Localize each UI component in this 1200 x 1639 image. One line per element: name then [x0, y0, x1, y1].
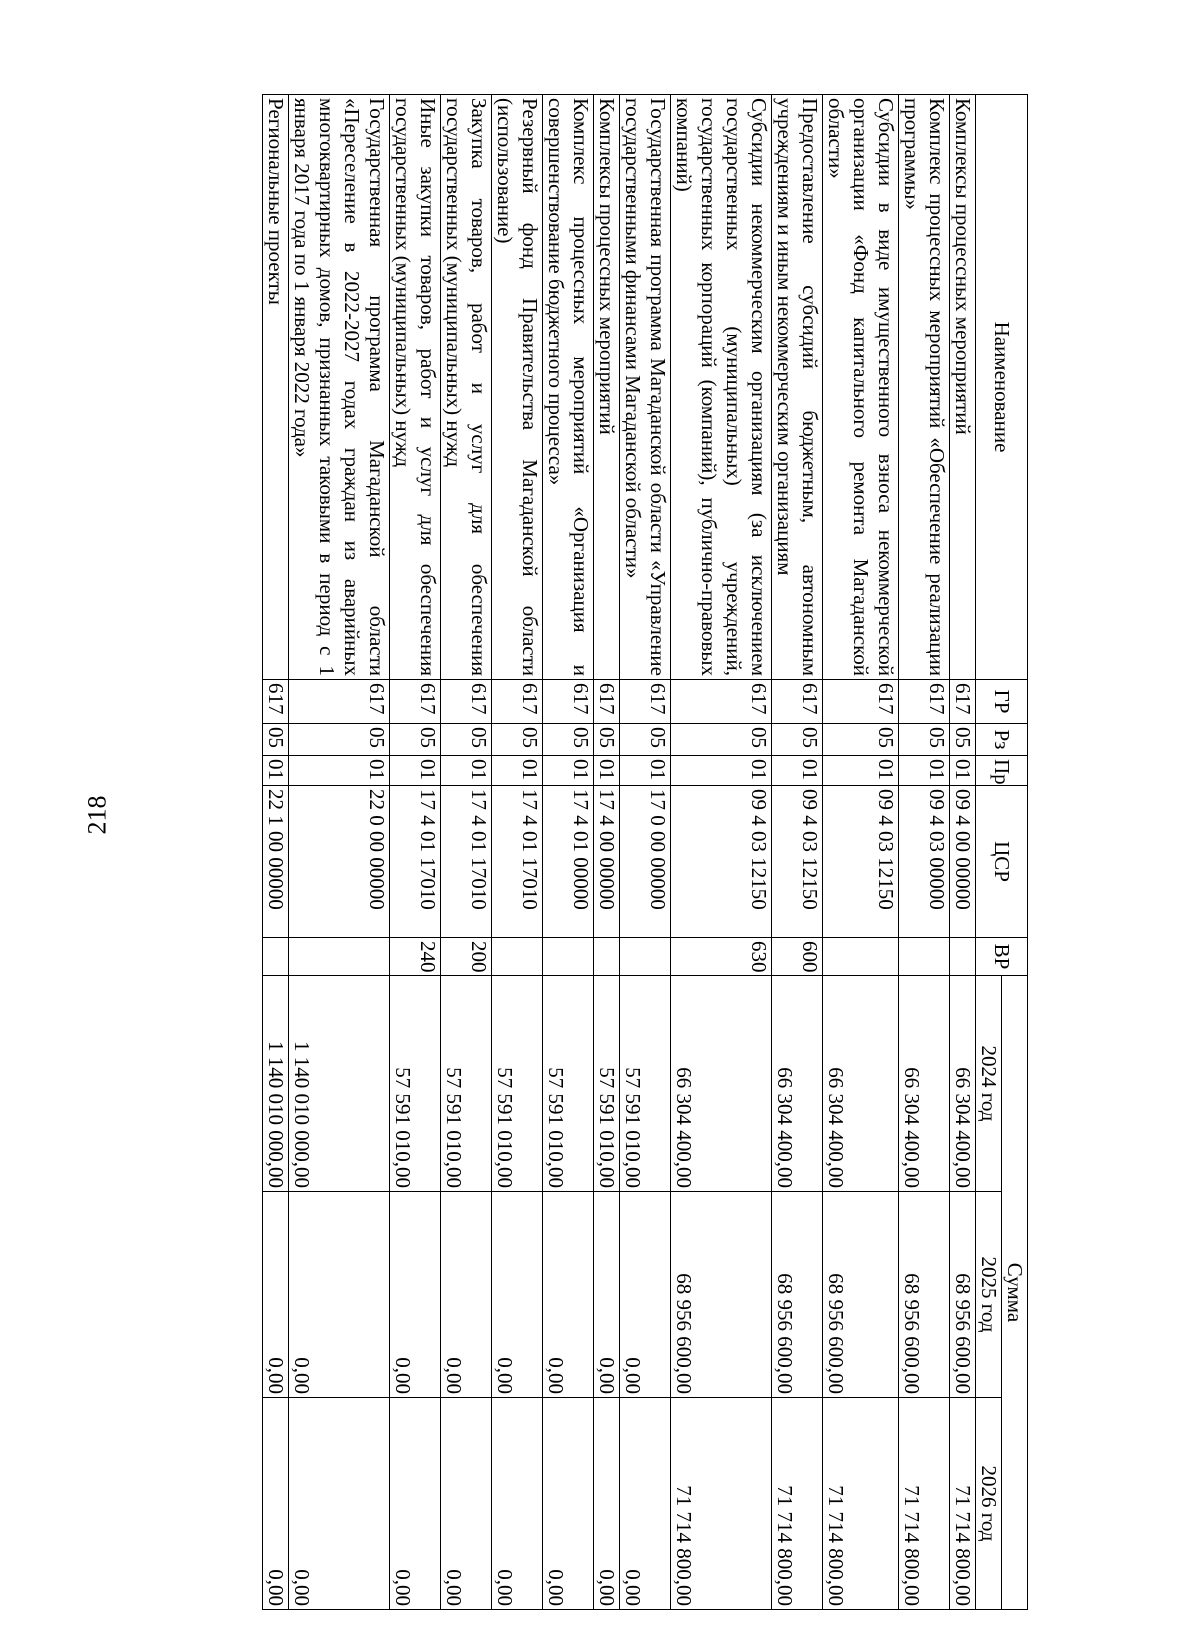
cell-2024: 57 591 010,00	[543, 976, 594, 1192]
cell-pr: 01	[390, 756, 441, 786]
cell-2026: 0,00	[289, 1398, 390, 1610]
cell-name: Иные закупки товаров, работ и услуг для обеспечения государственных (муниципальных) нужд	[390, 95, 441, 680]
cell-vr	[263, 938, 289, 976]
cell-2024: 57 591 010,00	[620, 976, 671, 1192]
table-row	[671, 95, 772, 1610]
cell-2026: 0,00	[543, 1398, 594, 1610]
cell-gr: 617	[492, 680, 543, 724]
cell-2026: 71 714 800,00	[950, 1398, 976, 1610]
cell-2026: 0,00	[594, 1398, 620, 1610]
table-row	[441, 95, 492, 1610]
cell-2025: 0,00	[543, 1192, 594, 1398]
cell-rz: 05	[594, 724, 620, 756]
cell-2026: 0,00	[492, 1398, 543, 1610]
cell-pr: 01	[671, 756, 772, 786]
cell-gr: 617	[390, 680, 441, 724]
cell-rz: 05	[671, 724, 772, 756]
page-number: 218	[82, 795, 112, 835]
header-csr: ЦСР	[976, 786, 1028, 938]
cell-2025: 0,00	[492, 1192, 543, 1398]
cell-2024: 66 304 400,00	[899, 976, 950, 1192]
cell-2024: 66 304 400,00	[950, 976, 976, 1192]
cell-2025: 0,00	[289, 1192, 390, 1398]
cell-csr: 22 0 00 00000	[289, 786, 390, 938]
cell-name: Комплекс процессных мероприятий «Обеспечение реализации программы»	[899, 95, 950, 680]
table-row	[263, 95, 289, 1610]
cell-csr: 17 4 01 00000	[543, 786, 594, 938]
cell-gr: 617	[950, 680, 976, 724]
cell-2025: 0,00	[441, 1192, 492, 1398]
cell-2026: 0,00	[390, 1398, 441, 1610]
cell-csr: 09 4 03 12150	[772, 786, 823, 938]
cell-name: Комплекс процессных мероприятий «Организация и совершенствование бюджетного процесса»	[543, 95, 594, 680]
cell-rz: 05	[289, 724, 390, 756]
cell-pr: 01	[620, 756, 671, 786]
cell-2024: 57 591 010,00	[441, 976, 492, 1192]
cell-rz: 05	[620, 724, 671, 756]
cell-2026: 71 714 800,00	[671, 1398, 772, 1610]
cell-name: Региональные проекты	[263, 95, 289, 680]
header-2024: 2024 год	[976, 976, 1002, 1192]
cell-vr	[289, 938, 390, 976]
table-row	[543, 95, 594, 1610]
table-row	[620, 95, 671, 1610]
header-name: Наименование	[976, 95, 1028, 680]
cell-gr: 617	[899, 680, 950, 724]
cell-2026: 0,00	[620, 1398, 671, 1610]
table-row	[390, 95, 441, 1610]
cell-vr	[950, 938, 976, 976]
cell-2025: 0,00	[390, 1192, 441, 1398]
cell-csr: 17 0 00 00000	[620, 786, 671, 938]
header-sum: Сумма	[1002, 976, 1028, 1610]
cell-csr: 17 4 00 00000	[594, 786, 620, 938]
cell-2024: 57 591 010,00	[390, 976, 441, 1192]
cell-2026: 71 714 800,00	[899, 1398, 950, 1610]
cell-csr: 17 4 01 17010	[441, 786, 492, 938]
cell-vr	[620, 938, 671, 976]
cell-gr: 617	[289, 680, 390, 724]
budget-table	[262, 94, 1028, 1610]
cell-gr: 617	[620, 680, 671, 724]
cell-vr	[899, 938, 950, 976]
header-pr: Пр	[976, 756, 1028, 786]
cell-csr: 17 4 01 17010	[390, 786, 441, 938]
cell-name: Закупка товаров, работ и услуг для обеспечения государственных (муниципальных) нужд	[441, 95, 492, 680]
cell-2026: 0,00	[263, 1398, 289, 1610]
cell-vr	[823, 938, 899, 976]
cell-2025: 68 956 600,00	[823, 1192, 899, 1398]
cell-vr: 240	[390, 938, 441, 976]
cell-2024: 1 140 010 000,00	[263, 976, 289, 1192]
cell-vr: 630	[671, 938, 772, 976]
cell-2026: 71 714 800,00	[823, 1398, 899, 1610]
cell-pr: 01	[441, 756, 492, 786]
header-gr: ГР	[976, 680, 1028, 724]
header-row-1	[1002, 95, 1028, 1610]
cell-rz: 05	[543, 724, 594, 756]
header-2026: 2026 год	[976, 1398, 1002, 1610]
cell-rz: 05	[950, 724, 976, 756]
cell-rz: 05	[899, 724, 950, 756]
cell-pr: 01	[492, 756, 543, 786]
cell-rz: 05	[263, 724, 289, 756]
cell-2026: 0,00	[441, 1398, 492, 1610]
table-row	[950, 95, 976, 1610]
cell-vr: 600	[772, 938, 823, 976]
cell-2024: 1 140 010 000,00	[289, 976, 390, 1192]
cell-name: Субсидии некоммерческим организациям (за исключением государственных (муниципальных) учреждений, государственных корпораций (компаний), публично-правовых компаний)	[671, 95, 772, 680]
cell-name: Резервный фонд Правительства Магаданской области (использование)	[492, 95, 543, 680]
cell-pr: 01	[772, 756, 823, 786]
cell-vr	[492, 938, 543, 976]
cell-rz: 05	[390, 724, 441, 756]
cell-2024: 57 591 010,00	[492, 976, 543, 1192]
cell-csr: 09 4 03 12150	[823, 786, 899, 938]
cell-2024: 66 304 400,00	[823, 976, 899, 1192]
cell-rz: 05	[492, 724, 543, 756]
cell-2025: 68 956 600,00	[671, 1192, 772, 1398]
cell-2025: 0,00	[620, 1192, 671, 1398]
cell-gr: 617	[823, 680, 899, 724]
cell-pr: 01	[823, 756, 899, 786]
cell-gr: 617	[263, 680, 289, 724]
cell-2025: 0,00	[594, 1192, 620, 1398]
cell-csr: 17 4 01 17010	[492, 786, 543, 938]
cell-2024: 57 591 010,00	[594, 976, 620, 1192]
cell-name: Субсидии в виде имущественного взноса некоммерческой организации «Фонд капитального ремонта Магаданской области»	[823, 95, 899, 680]
cell-name: Государственная программа Магаданской области «Управление государственными финансами Магаданской области»	[620, 95, 671, 680]
cell-2025: 68 956 600,00	[772, 1192, 823, 1398]
cell-csr: 09 4 00 00000	[950, 786, 976, 938]
table-row	[823, 95, 899, 1610]
cell-csr: 09 4 03 12150	[671, 786, 772, 938]
cell-pr: 01	[543, 756, 594, 786]
cell-pr: 01	[950, 756, 976, 786]
cell-pr: 01	[594, 756, 620, 786]
header-vr: ВР	[976, 938, 1028, 976]
cell-rz: 05	[772, 724, 823, 756]
header-rz: Рз	[976, 724, 1028, 756]
cell-name: Государственная программа Магаданской области «Переселение в 2022-2027 годах граждан из аварийных многоквартирных домов, признанных таковыми в период с 1 января 2017 года по 1 января 2022 года»	[289, 95, 390, 680]
cell-2024: 66 304 400,00	[671, 976, 772, 1192]
cell-csr: 22 1 00 00000	[263, 786, 289, 938]
cell-gr: 617	[543, 680, 594, 724]
table-row	[289, 95, 390, 1610]
cell-2025: 0,00	[263, 1192, 289, 1398]
cell-gr: 617	[594, 680, 620, 724]
cell-2024: 66 304 400,00	[772, 976, 823, 1192]
table-body	[263, 95, 976, 1610]
cell-vr: 200	[441, 938, 492, 976]
cell-name: Комплексы процессных мероприятий	[950, 95, 976, 680]
cell-name: Комплексы процессных мероприятий	[594, 95, 620, 680]
cell-gr: 617	[671, 680, 772, 724]
table-row	[772, 95, 823, 1610]
table-row	[492, 95, 543, 1610]
cell-2025: 68 956 600,00	[950, 1192, 976, 1398]
cell-pr: 01	[289, 756, 390, 786]
cell-rz: 05	[823, 724, 899, 756]
cell-name: Предоставление субсидий бюджетным, автономным учреждениям и иным некоммерческим организациям	[772, 95, 823, 680]
header-2025: 2025 год	[976, 1192, 1002, 1398]
cell-pr: 01	[263, 756, 289, 786]
cell-gr: 617	[441, 680, 492, 724]
cell-csr: 09 4 03 00000	[899, 786, 950, 938]
cell-gr: 617	[772, 680, 823, 724]
table-row	[594, 95, 620, 1610]
cell-vr	[594, 938, 620, 976]
cell-2026: 71 714 800,00	[772, 1398, 823, 1610]
cell-2025: 68 956 600,00	[899, 1192, 950, 1398]
cell-pr: 01	[899, 756, 950, 786]
cell-rz: 05	[441, 724, 492, 756]
cell-vr	[543, 938, 594, 976]
table-row	[899, 95, 950, 1610]
rotated-table-container	[234, 94, 1028, 1609]
